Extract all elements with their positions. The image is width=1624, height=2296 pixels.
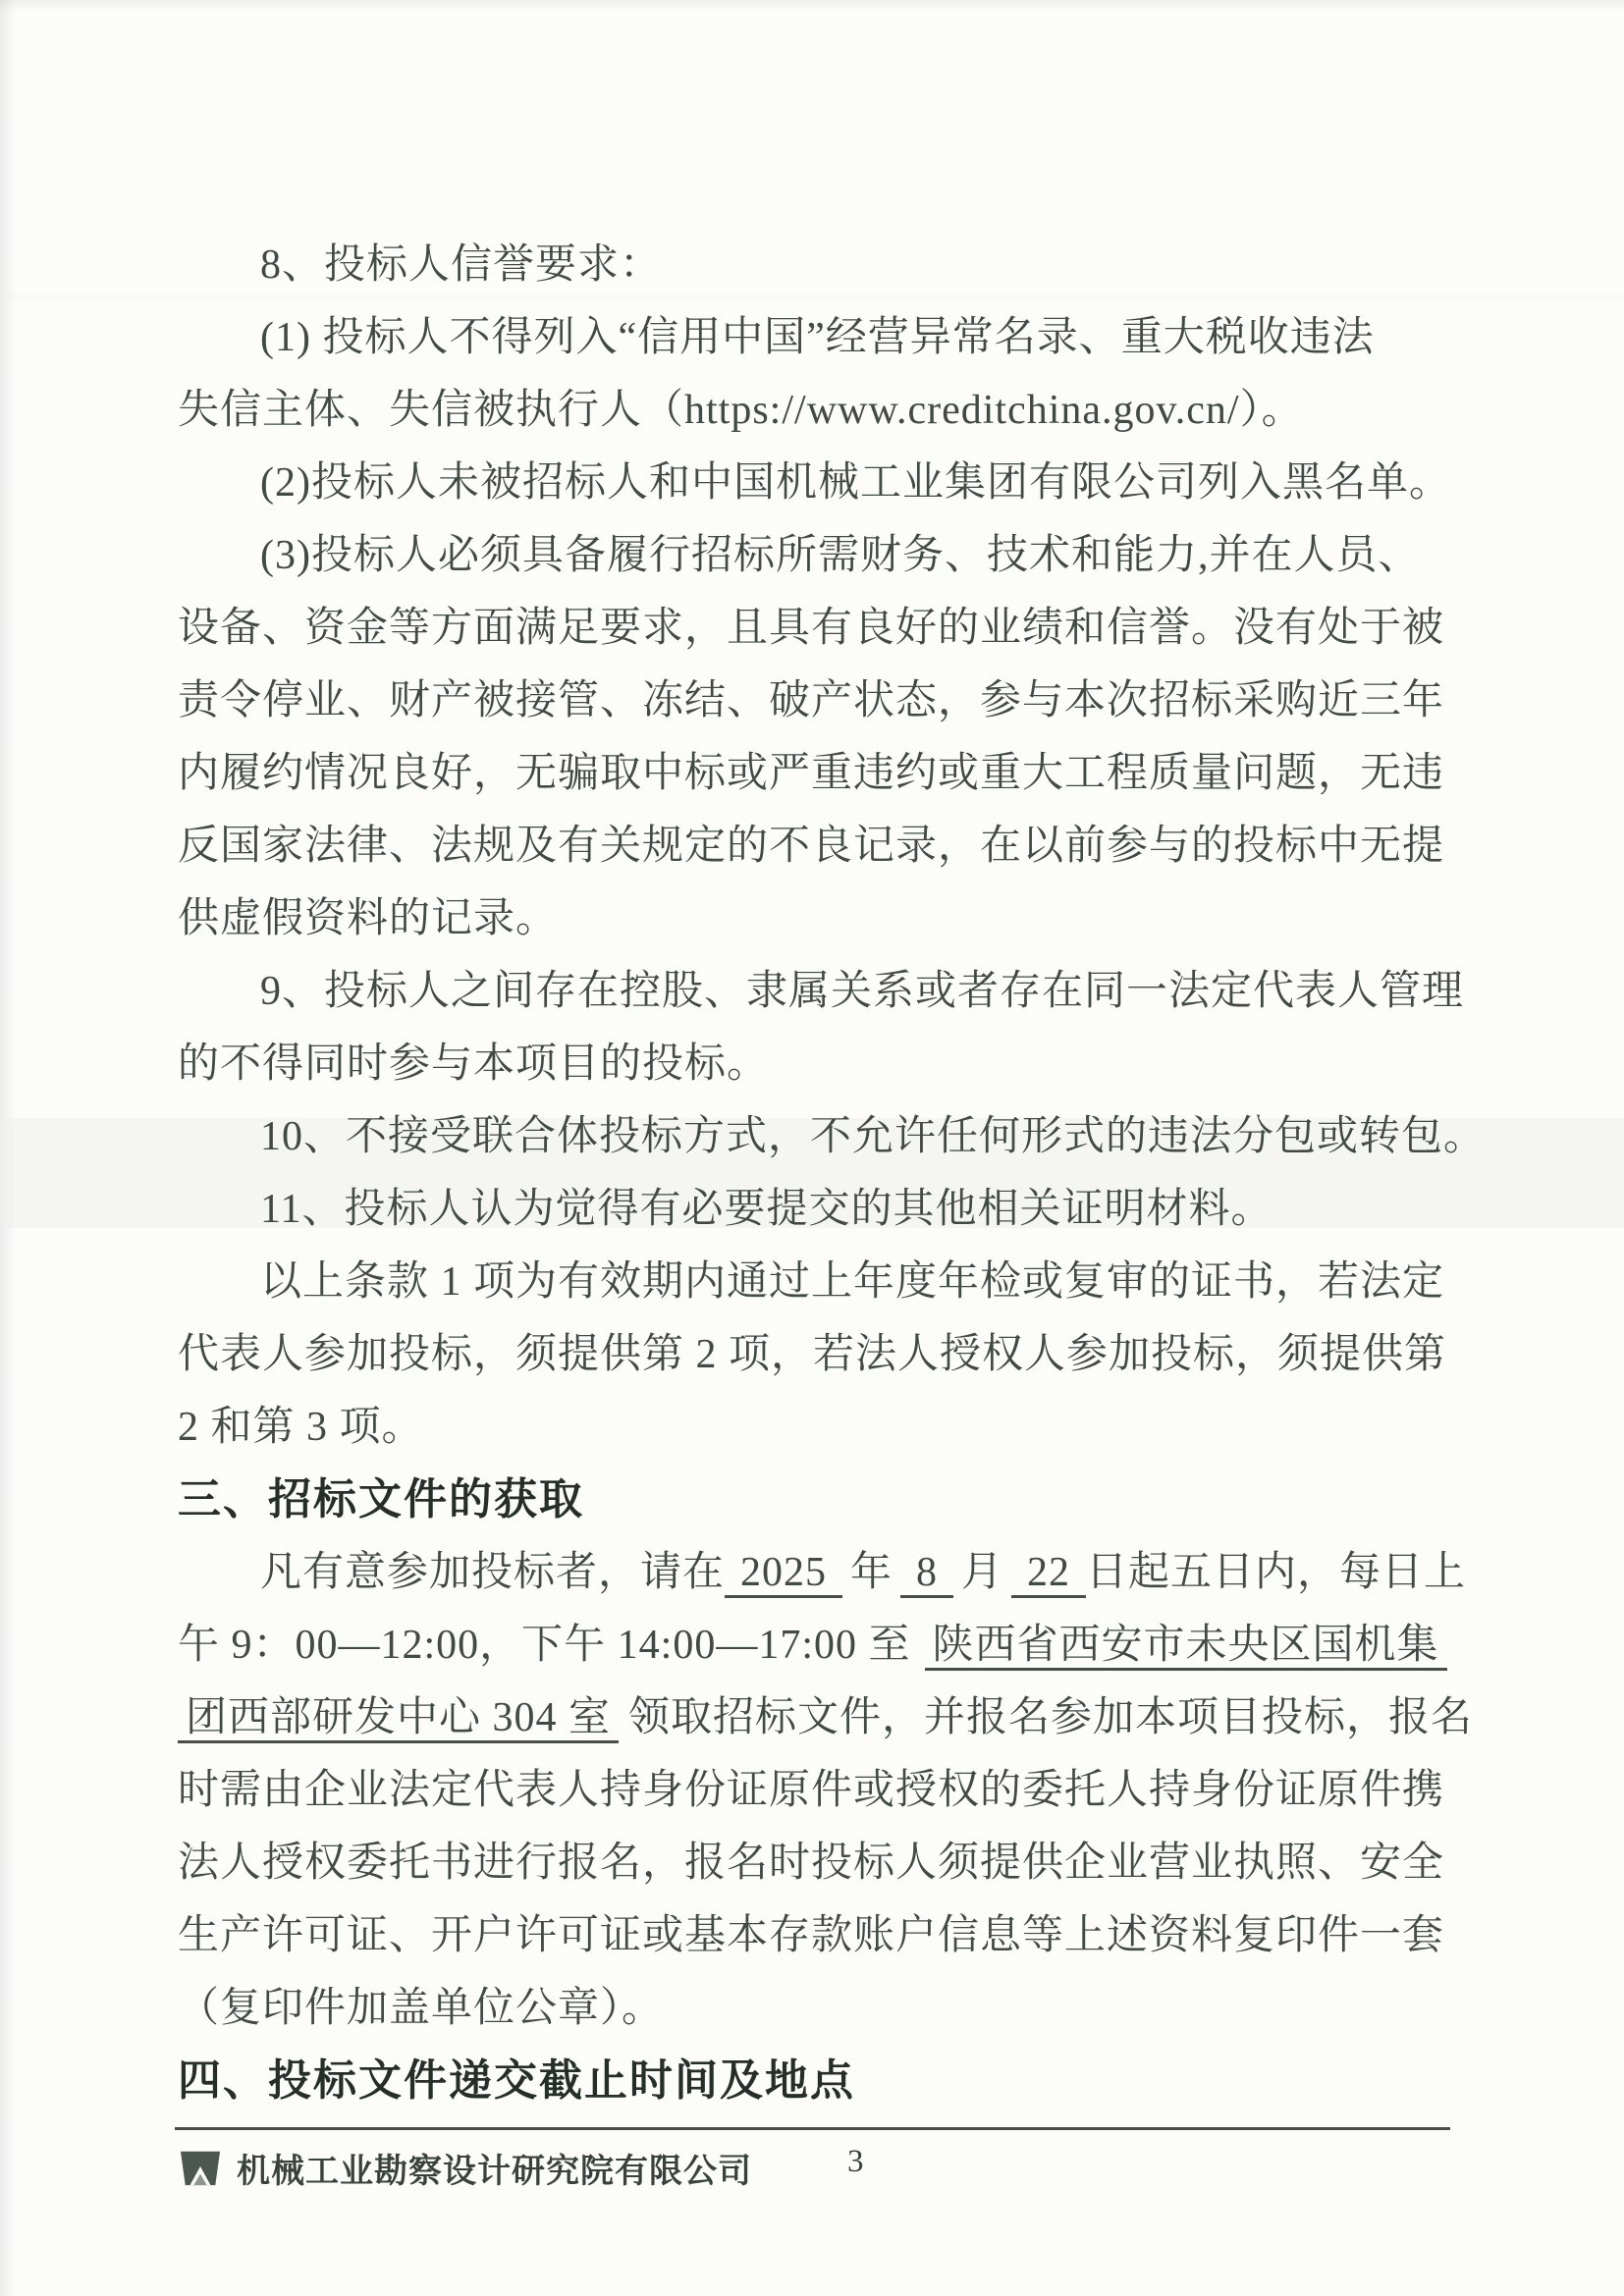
body-line: 11、投标人认为觉得有必要提交的其他相关证明材料。 <box>260 1187 1273 1232</box>
underlined-address-part2: 团西部研发中心 304 室 <box>178 1695 619 1743</box>
body-line: 法人授权委托书进行报名，报名时投标人须提供企业营业执照、安全 <box>178 1841 1445 1886</box>
body-line: 供虚假资料的记录。 <box>178 896 559 941</box>
body-line: (2)投标人未被招标人和中国机械工业集团有限公司列入黑名单。 <box>260 460 1451 506</box>
company-logo-icon <box>178 2147 223 2188</box>
body-line: 9、投标人之间存在控股、隶属关系或者存在同一法定代表人管理 <box>260 969 1465 1014</box>
scan-edge-shade <box>0 0 1624 12</box>
section4-heading: 四、投标文件递交截止时间及地点 <box>178 2056 855 2105</box>
section3-heading: 三、招标文件的获取 <box>178 1475 584 1523</box>
document-body <box>178 229 1487 2117</box>
body-line: 8、投标人信誉要求： <box>260 242 663 288</box>
body-line: 的不得同时参与本项目的投标。 <box>178 1041 770 1087</box>
body-line: 生产许可证、开户许可证或基本存款账户信息等上述资料复印件一套 <box>178 1913 1445 1958</box>
body-line: 反国家法律、法规及有关规定的不良记录，在以前参与的投标中无提 <box>178 824 1445 869</box>
body-line: (1) 投标人不得列入“信用中国”经营异常名录、重大税收违法 <box>260 315 1375 360</box>
date-line-prefix: 凡有意参加投标者，请在 <box>260 1550 726 1595</box>
underlined-day-value: 22 <box>1011 1550 1086 1598</box>
body-line: (3)投标人必须具备履行招标所需财务、技术和能力,并在人员、 <box>260 533 1421 578</box>
company-name: 机械工业勘察设计研究院有限公司 <box>237 2153 752 2190</box>
date-unit-month: 月 <box>961 1550 1004 1595</box>
body-line: 2 和第 3 项。 <box>178 1405 424 1450</box>
page-footer <box>178 2138 1453 2197</box>
body-line: 设备、资金等方面满足要求，且具有良好的业绩和信誉。没有处于被 <box>178 606 1445 651</box>
body-line-date <box>178 1536 1467 1609</box>
body-line: （复印件加盖单位公章）。 <box>178 1986 665 2031</box>
time-line-prefix: 午 9：00—12:00，下午 14:00—17:00 至 <box>178 1623 911 1668</box>
body-line-address <box>178 1682 1474 1754</box>
body-line-time <box>178 1609 1454 1682</box>
underlined-month-value: 8 <box>900 1550 953 1598</box>
footer-divider <box>175 2127 1450 2130</box>
date-unit-year: 年 <box>850 1550 893 1595</box>
body-line: 时需由企业法定代表人持身份证原件或授权的委托人持身份证原件携 <box>178 1768 1445 1813</box>
body-line: 失信主体、失信被执行人（https://www.creditchina.gov.cn/）。 <box>178 388 1304 433</box>
body-line: 10、不接受联合体投标方式，不允许任何形式的违法分包或转包。 <box>260 1114 1487 1159</box>
body-line: 代表人参加投标，须提供第 2 项，若法人授权人参加投标，须提供第 <box>178 1332 1447 1377</box>
body-line: 内履约情况良好，无骗取中标或严重违约或重大工程质量问题，无违 <box>178 751 1445 796</box>
underlined-address-part1: 陕西省西安市未央区国机集 <box>925 1623 1447 1671</box>
body-line: 责令停业、财产被接管、冻结、破产状态，参与本次招标采购近三年 <box>178 678 1445 723</box>
underlined-year-value: 2025 <box>725 1550 842 1598</box>
body-line: 以上条款 1 项为有效期内通过上年度年检或复审的证书，若法定 <box>260 1259 1445 1305</box>
address-line-suffix: 领取招标文件，并报名参加本项目投标，报名 <box>628 1695 1474 1740</box>
date-line-suffix: 日起五日内，每日上 <box>1086 1550 1467 1595</box>
page-number: 3 <box>847 2144 864 2179</box>
